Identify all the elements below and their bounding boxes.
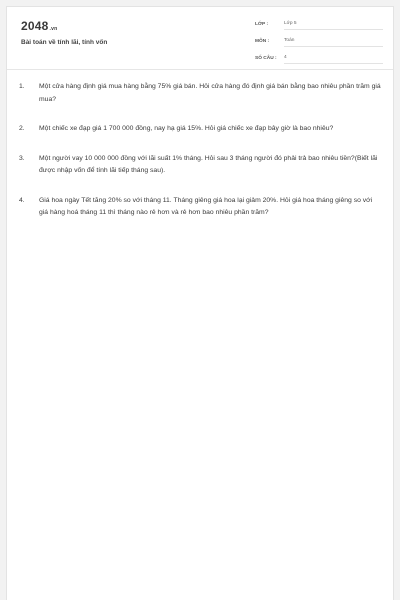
question-text: Giá hoa ngày Tết tăng 20% so với tháng 11. Tháng giêng giá hoa lại giảm 20%. Hỏi giá hoa tháng giêng so với giá hàng hoá tháng 11 thì tháng nào rẻ hơn và rẻ hơn bao nhiêu phần trăm? <box>39 196 373 216</box>
worksheet-page <box>6 6 394 600</box>
worksheet-meta <box>255 19 383 70</box>
question-text: Một chiếc xe đạp giá 1 700 000 đồng, nay hạ giá 15%. Hỏi giá chiếc xe đạp bây giờ là bao nhiêu? <box>39 125 334 132</box>
meta-value-count: 4 <box>284 53 383 64</box>
meta-label-class: LỚP : <box>255 22 269 27</box>
question-item <box>19 81 383 106</box>
question-number: 2. <box>19 125 25 132</box>
question-list <box>19 81 383 237</box>
meta-row-subject <box>255 36 383 47</box>
meta-label-count: SỐ CÂU : <box>255 56 277 61</box>
meta-row-class <box>255 19 383 30</box>
meta-label-subject: MÔN : <box>255 39 270 44</box>
question-number: 4. <box>19 196 25 204</box>
question-text: Một người vay 10 000 000 đồng với lãi suất 1% tháng. Hỏi sau 3 tháng người đó phải trả bao nhiêu tiền?(Biết lãi được nhập vốn để tính lãi tiếp tháng sau). <box>39 154 378 174</box>
question-number: 1. <box>19 83 25 90</box>
meta-value-subject: Toán <box>284 36 383 47</box>
meta-row-count <box>255 53 383 64</box>
question-text: Một cửa hàng định giá mua hàng bằng 75% giá bán. Hỏi cửa hàng đó định giá bán bằng bao nhiêu phần trăm giá mua? <box>39 83 381 103</box>
worksheet-header <box>7 7 393 70</box>
logo-suffix: .vn <box>49 26 58 32</box>
site-logo[interactable] <box>21 19 57 33</box>
page-title: Bài toán về tính lãi, tính vốn <box>21 39 108 46</box>
meta-value-class: Lớp 5 <box>284 19 383 30</box>
question-item <box>19 123 383 136</box>
question-number: 3. <box>19 154 25 162</box>
question-item <box>19 195 383 220</box>
question-item <box>19 153 383 178</box>
logo-text: 2048 <box>21 19 49 33</box>
